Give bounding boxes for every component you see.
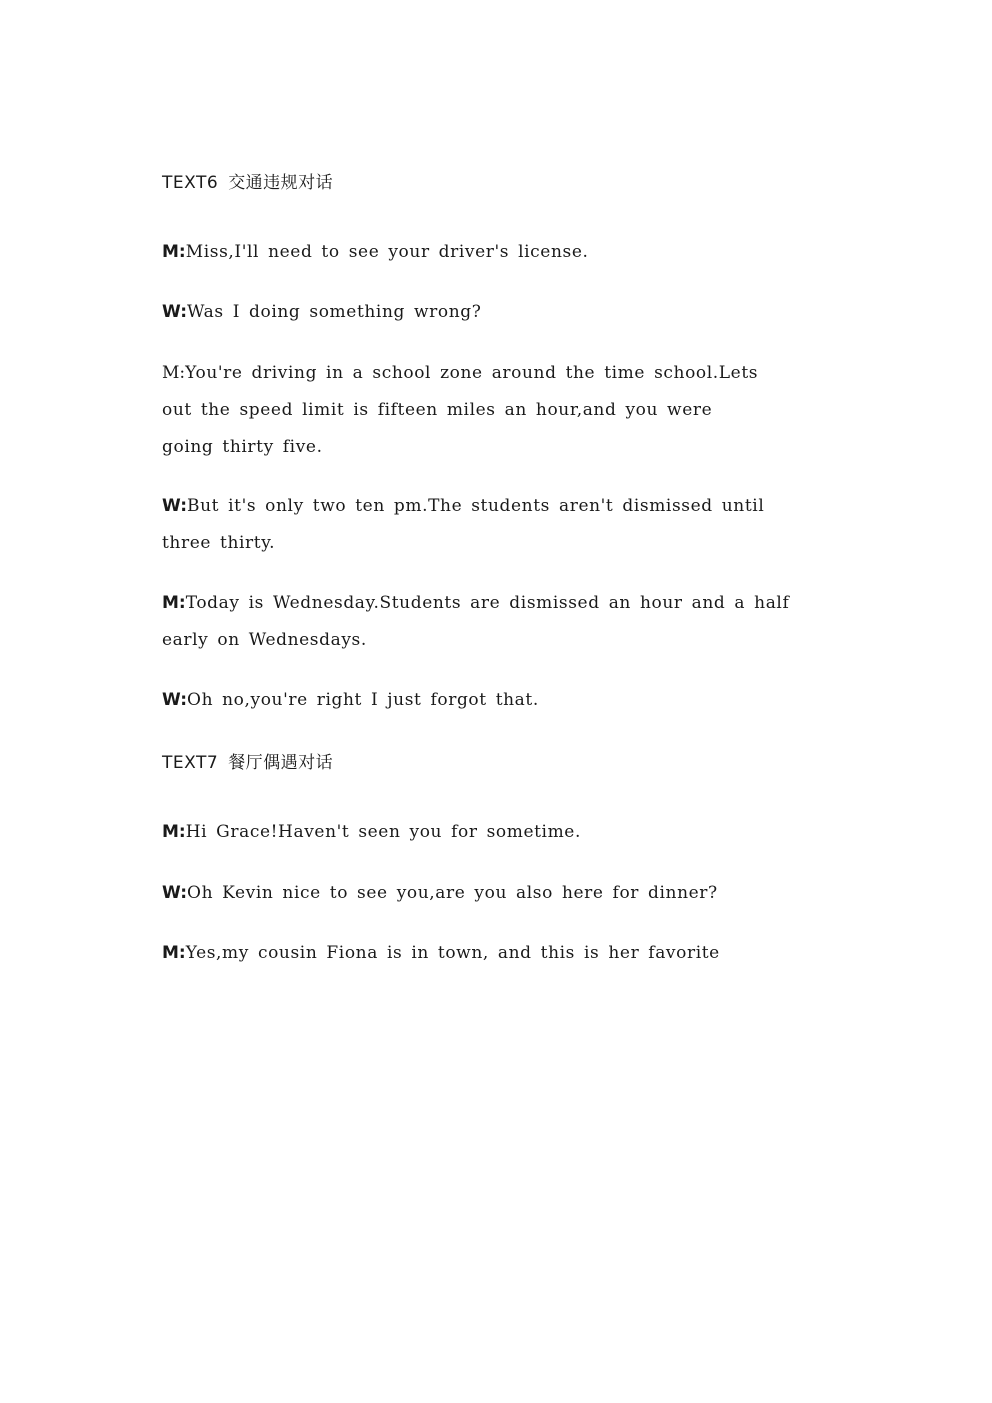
speaker-label: M: (162, 363, 186, 383)
speaker-label: M: (162, 593, 186, 613)
speaker-label: W: (162, 302, 188, 322)
dialogue-text: You're driving in a school zone around the time school.Lets (185, 363, 759, 383)
section-code: TEXT7 (162, 753, 219, 773)
dialogue-line (162, 488, 822, 562)
dialogue-text: Hi Grace!Haven't seen you for sometime. (185, 822, 581, 842)
dialogue-text: But it's only two ten pm.The students aren't dismissed until (187, 496, 765, 516)
speaker-label: M: (162, 242, 186, 262)
section-title: 餐厅偶遇对话 (228, 753, 334, 773)
dialogue-text: Yes,my cousin Fiona is in town, and this is her favorite (185, 943, 720, 963)
dialogue-line (162, 682, 822, 719)
section-heading-text7 (162, 748, 333, 773)
dialogue-line (162, 234, 822, 271)
dialogue-text: Miss,I'll need to see your driver's license. (185, 242, 589, 262)
section-code: TEXT6 (162, 173, 219, 193)
dialogue-line (162, 294, 822, 331)
dialogue-text: going thirty five. (162, 437, 323, 457)
dialogue-text: Was I doing something wrong? (187, 302, 482, 322)
dialogue-text: three thirty. (162, 533, 276, 553)
dialogue-text: early on Wednesdays. (162, 630, 367, 650)
dialogue-line (162, 355, 822, 466)
dialogue-text: Oh Kevin nice to see you,are you also here for dinner? (187, 883, 718, 903)
section-title: 交通违规对话 (228, 173, 334, 193)
dialogue-line (162, 585, 822, 659)
dialogue-text: Today is Wednesday.Students are dismissed an hour and a half (185, 593, 790, 613)
section-heading-text6 (162, 168, 333, 193)
dialogue-text: out the speed limit is fifteen miles an hour,and you were (162, 400, 713, 420)
speaker-label: W: (162, 496, 188, 516)
speaker-label: M: (162, 822, 186, 842)
speaker-label: M: (162, 943, 186, 963)
dialogue-text: Oh no,you're right I just forgot that. (187, 690, 539, 710)
dialogue-line (162, 875, 822, 912)
dialogue-line (162, 814, 822, 851)
speaker-label: W: (162, 690, 188, 710)
dialogue-line (162, 935, 822, 972)
speaker-label: W: (162, 883, 188, 903)
